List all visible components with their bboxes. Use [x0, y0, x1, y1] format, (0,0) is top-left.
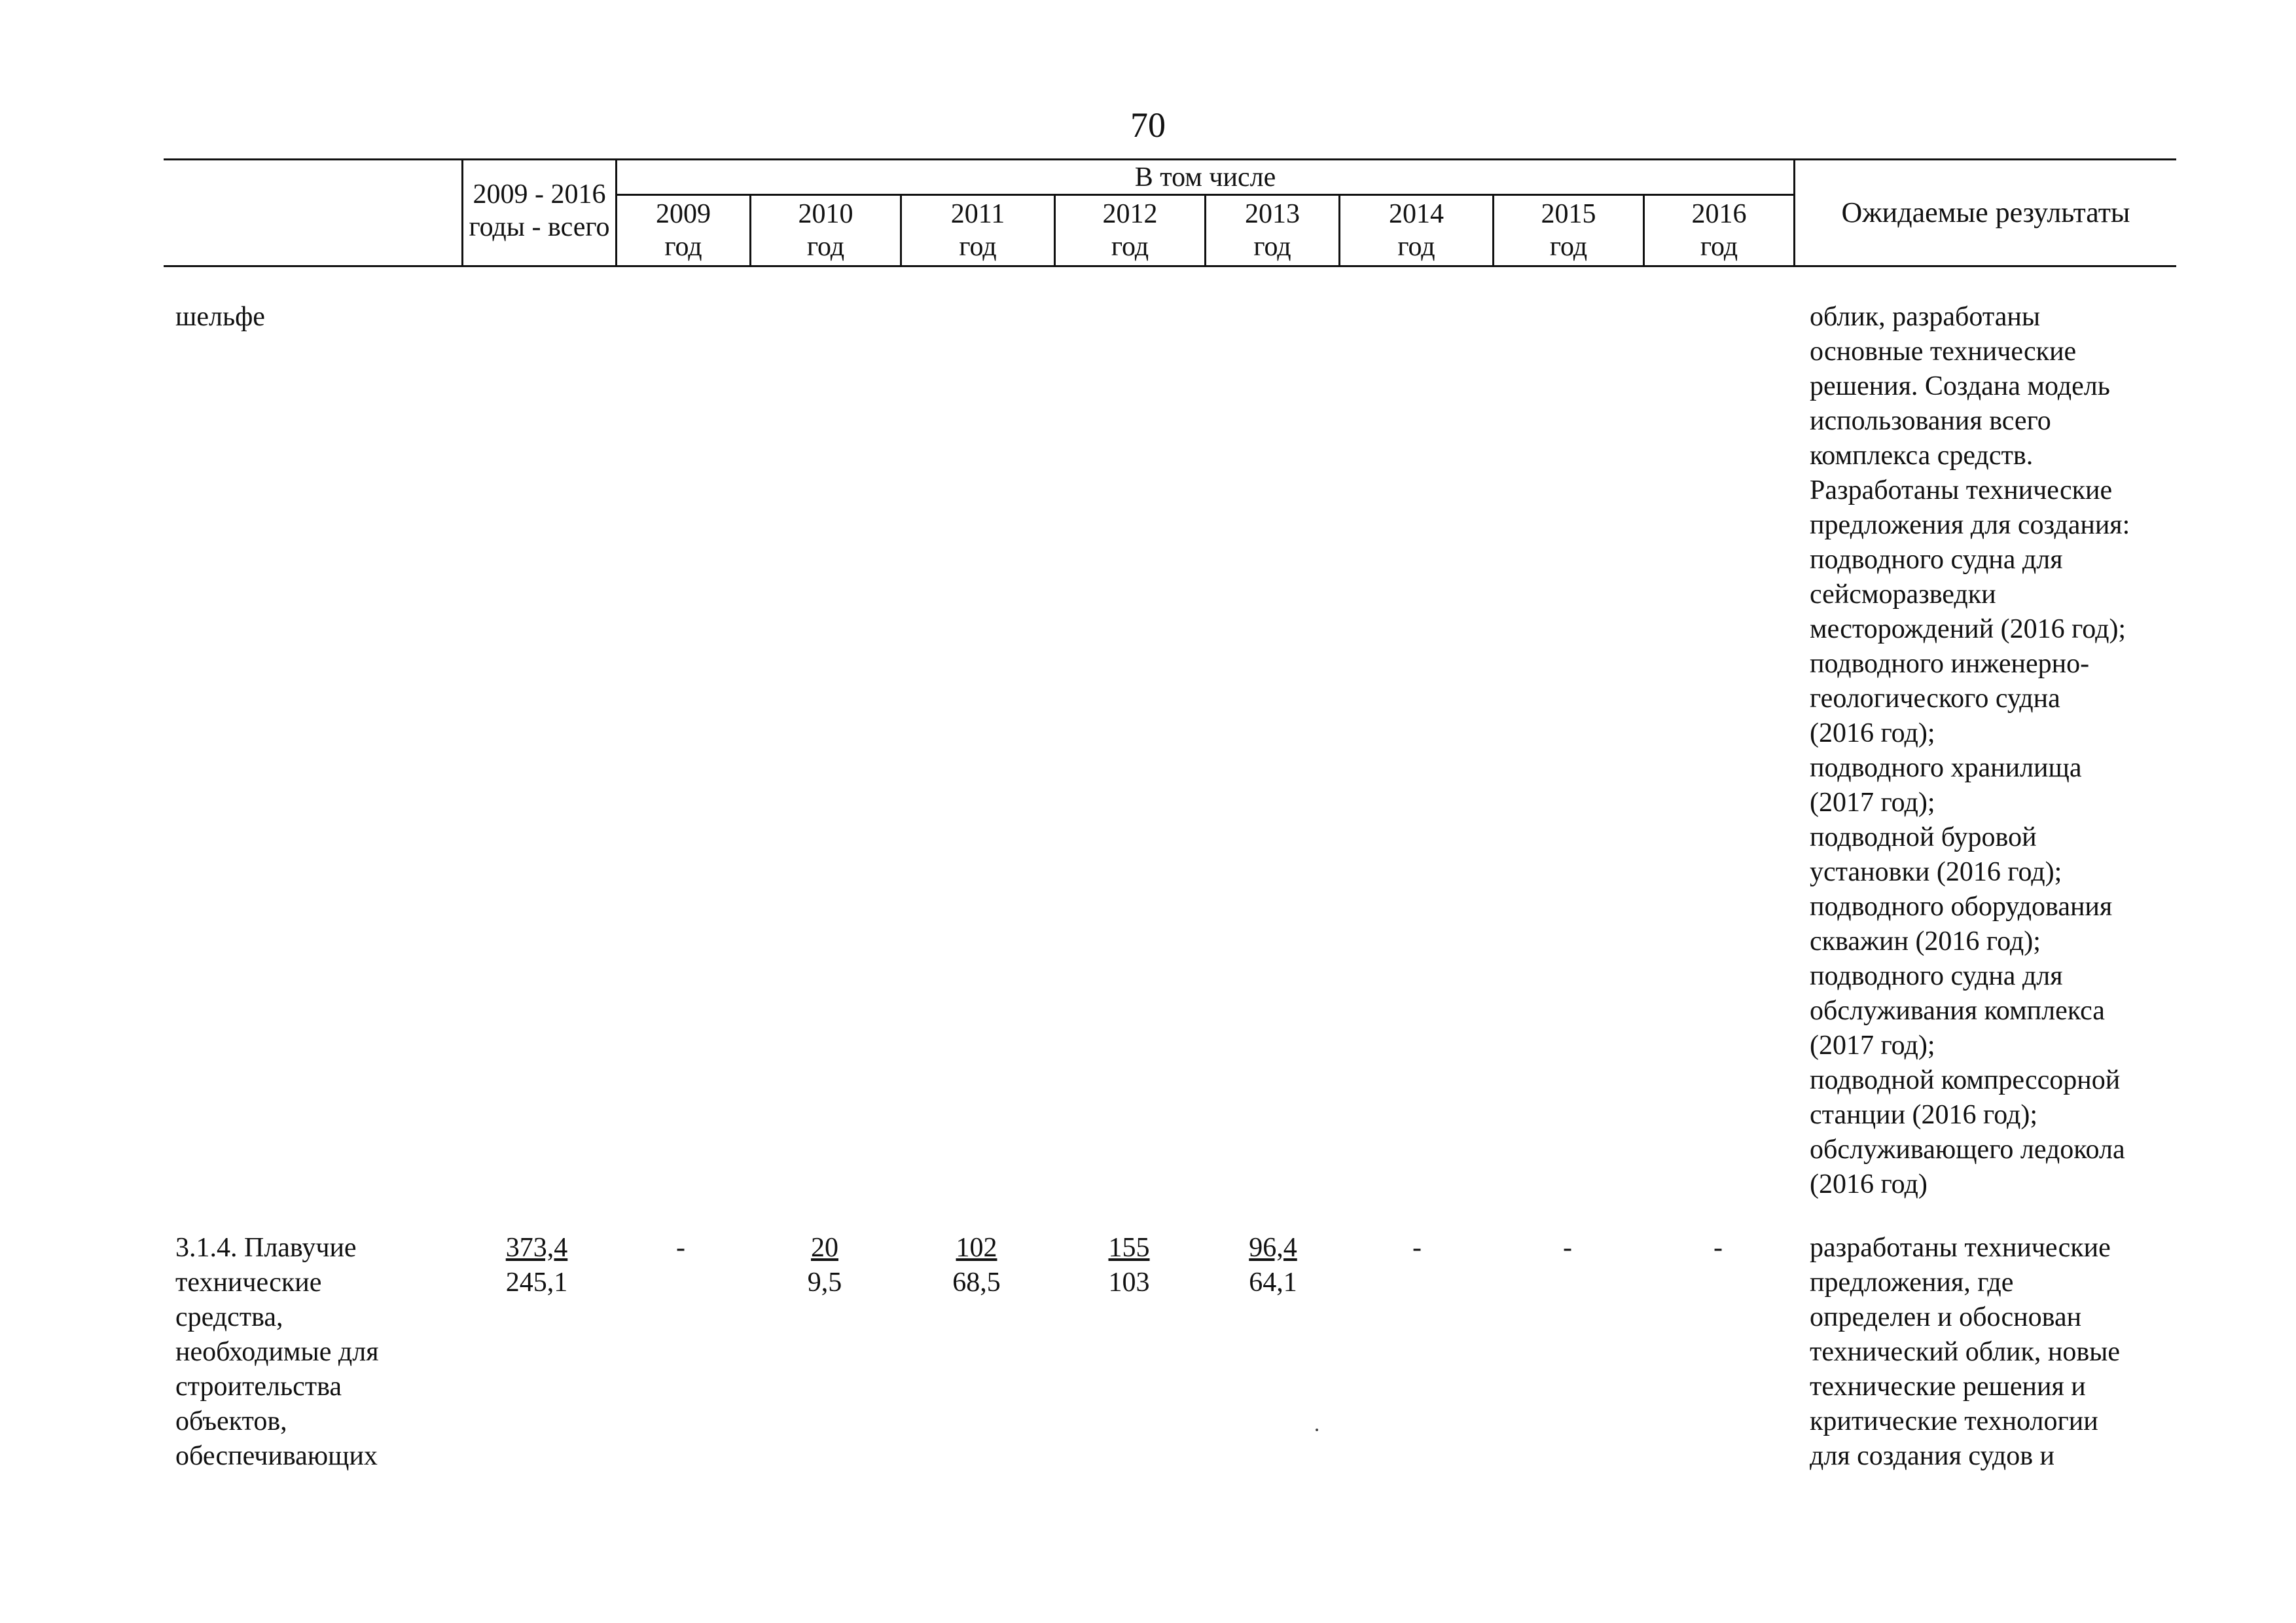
header-total-line2: годы - всего: [469, 212, 610, 242]
header-year-2009: [617, 198, 749, 263]
row2-2016: -: [1713, 1233, 1723, 1263]
year-suffix: год: [1700, 232, 1738, 262]
year-suffix: год: [959, 232, 997, 262]
year-label: 2009: [656, 199, 711, 229]
year-label: 2010: [798, 199, 853, 229]
row2-name: 3.1.4. Плавучие технические средства, необходимые для строительства объектов, обеспечивающих: [175, 1233, 379, 1471]
row2-2009: -: [676, 1233, 685, 1263]
row2-2013: [1230, 1231, 1316, 1300]
row2-2010: [785, 1231, 864, 1300]
scan-speck: [1316, 1429, 1318, 1431]
row1-name: шельфе: [175, 302, 265, 332]
header-year-2014: [1340, 198, 1492, 263]
year-label: 2013: [1245, 199, 1300, 229]
row2-2012-top: 155: [1108, 1233, 1150, 1263]
year-label: 2014: [1389, 199, 1444, 229]
row2-2011-top: 102: [956, 1233, 997, 1263]
header-bottom-rule: [164, 265, 2176, 267]
header-year-2011: [902, 198, 1054, 263]
year-suffix: год: [1111, 232, 1149, 262]
header-total-line1: 2009 - 2016: [473, 179, 606, 210]
row1-results: облик, разработаны основные технические решения. Создана модель использования всего комплекса средств. Разработаны технические предложения для создания: подводного судна для сейсморазведки месторождений (2016 год); подводного инженерно- геологического судна (2016 год); подводного хранилища (2017 год); подводной буровой установки (2016 год); подводного оборудования скважин (2016 год); подводного судна для обслуживания комплекса (2017 год); подводной компрессорной станции (2016 год); обслуживающего ледокола (2016 год): [1810, 302, 2130, 1199]
row2-2012: [1090, 1231, 1168, 1300]
header-including: В том числе: [1134, 162, 1276, 192]
year-suffix: год: [1253, 232, 1291, 262]
header-year-2013: [1206, 198, 1338, 263]
row2-total: [484, 1231, 589, 1300]
header-year-2010: [751, 198, 900, 263]
year-suffix: год: [1549, 232, 1588, 262]
row2-2013-top: 96,4: [1249, 1233, 1297, 1263]
year-suffix: год: [1397, 232, 1435, 262]
row2-2010-top: 20: [811, 1233, 838, 1263]
row2-2010-bottom: 9,5: [807, 1267, 842, 1298]
row2-total-bottom: 245,1: [505, 1267, 568, 1298]
row2-2013-bottom: 64,1: [1249, 1267, 1297, 1298]
year-label: 2016: [1691, 199, 1747, 229]
row2-2011: [937, 1231, 1016, 1300]
row2-2012-bottom: 103: [1108, 1267, 1150, 1298]
header-top-rule: [164, 158, 2176, 160]
row2-results: разработаны технические предложения, где определен и обоснован технический облик, новые технические решения и критические технологии для создания судов и: [1810, 1233, 2121, 1471]
header-year-2016: [1645, 198, 1793, 263]
year-label: 2011: [950, 199, 1005, 229]
year-label: 2012: [1102, 199, 1158, 229]
year-suffix: год: [806, 232, 845, 262]
header-results: Ожидаемые результаты: [1841, 196, 2130, 228]
year-label: 2015: [1541, 199, 1596, 229]
header-year-2012: [1056, 198, 1204, 263]
row2-2014: -: [1412, 1233, 1422, 1263]
page-number: 70: [1130, 105, 1166, 145]
row2-total-top: 373,4: [505, 1233, 568, 1263]
header-total: [463, 178, 615, 244]
row2-2011-bottom: 68,5: [952, 1267, 1001, 1298]
header-year-2015: [1494, 198, 1643, 263]
year-suffix: год: [664, 232, 702, 262]
row2-2015: -: [1563, 1233, 1572, 1263]
